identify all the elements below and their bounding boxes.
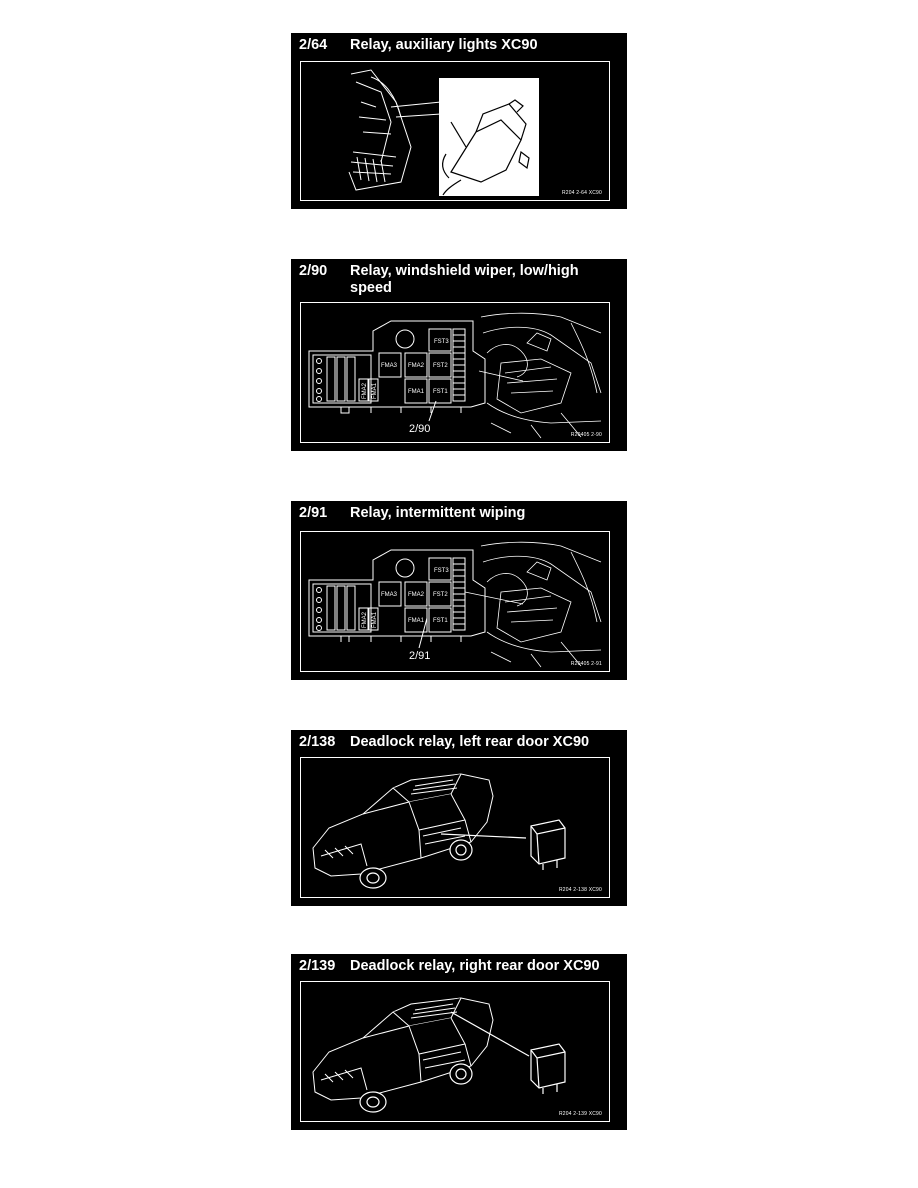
diagram-frame: [300, 531, 610, 672]
image-ref-code: R204 2-138 XC90: [558, 887, 602, 893]
diagram-frame: [300, 757, 610, 898]
diagram-frame: [300, 981, 610, 1122]
fuse-label-vert-a: FMA2: [362, 611, 368, 628]
fuse-label-fma2: FMA2: [408, 592, 425, 598]
panel-code: 2/138: [299, 734, 336, 750]
diagram-frame: [300, 302, 610, 443]
fuse-label-vert-a: FMA2: [362, 382, 368, 399]
panel-title: Relay, auxiliary lights XC90: [350, 37, 538, 53]
fuse-label-fma3: FMA3: [381, 363, 398, 369]
fuse-label-fma2: FMA2: [408, 363, 425, 369]
diagram-panel-2-139: [291, 954, 627, 1130]
diagram-frame: [300, 61, 610, 201]
fuse-label-fst1: FST1: [433, 618, 448, 624]
fuse-label-fst3: FST3: [434, 339, 449, 345]
panel-code: 2/139: [299, 958, 336, 974]
engine-bay-relay-illustration: [301, 62, 608, 199]
image-ref-code: R20405 2-91: [570, 661, 602, 667]
fuse-label-vert-b: FMA1: [372, 611, 378, 628]
fuse-label-fma3: FMA3: [381, 592, 398, 598]
fuse-box-illustration: [301, 303, 608, 441]
panel-code: 2/91: [299, 505, 328, 521]
relay-callout: 2/90: [409, 423, 431, 435]
diagram-panel-2-64: [291, 33, 627, 209]
suv-relay-illustration: [301, 982, 608, 1120]
fuse-label-fma1: FMA1: [408, 618, 425, 624]
fuse-label-fma1: FMA1: [408, 389, 425, 395]
fuse-box-illustration: [301, 532, 608, 670]
fuse-label-fst2: FST2: [433, 592, 448, 598]
fuse-label-fst3: FST3: [434, 568, 449, 574]
image-ref-code: R204 2-64 XC90: [561, 190, 602, 196]
panel-title: Relay, windshield wiper, low/high speed: [350, 263, 579, 296]
panel-code: 2/90: [299, 263, 328, 279]
panel-title: Deadlock relay, right rear door XC90: [350, 958, 600, 974]
suv-relay-illustration: [301, 758, 608, 896]
relay-callout: 2/91: [409, 650, 431, 662]
panel-title: Deadlock relay, left rear door XC90: [350, 734, 590, 750]
fuse-label-vert-b: FMA1: [372, 382, 378, 399]
diagram-panel-2-138: [291, 730, 627, 906]
fuse-label-fst2: FST2: [433, 363, 448, 369]
diagram-panel-2-90: [291, 259, 627, 451]
diagram-panel-2-91: [291, 501, 627, 680]
panel-code: 2/64: [299, 37, 328, 53]
image-ref-code: R20405 2-90: [570, 432, 602, 438]
panel-title: Relay, intermittent wiping: [350, 505, 526, 521]
fuse-label-fst1: FST1: [433, 389, 448, 395]
image-ref-code: R204 2-139 XC90: [558, 1111, 602, 1117]
